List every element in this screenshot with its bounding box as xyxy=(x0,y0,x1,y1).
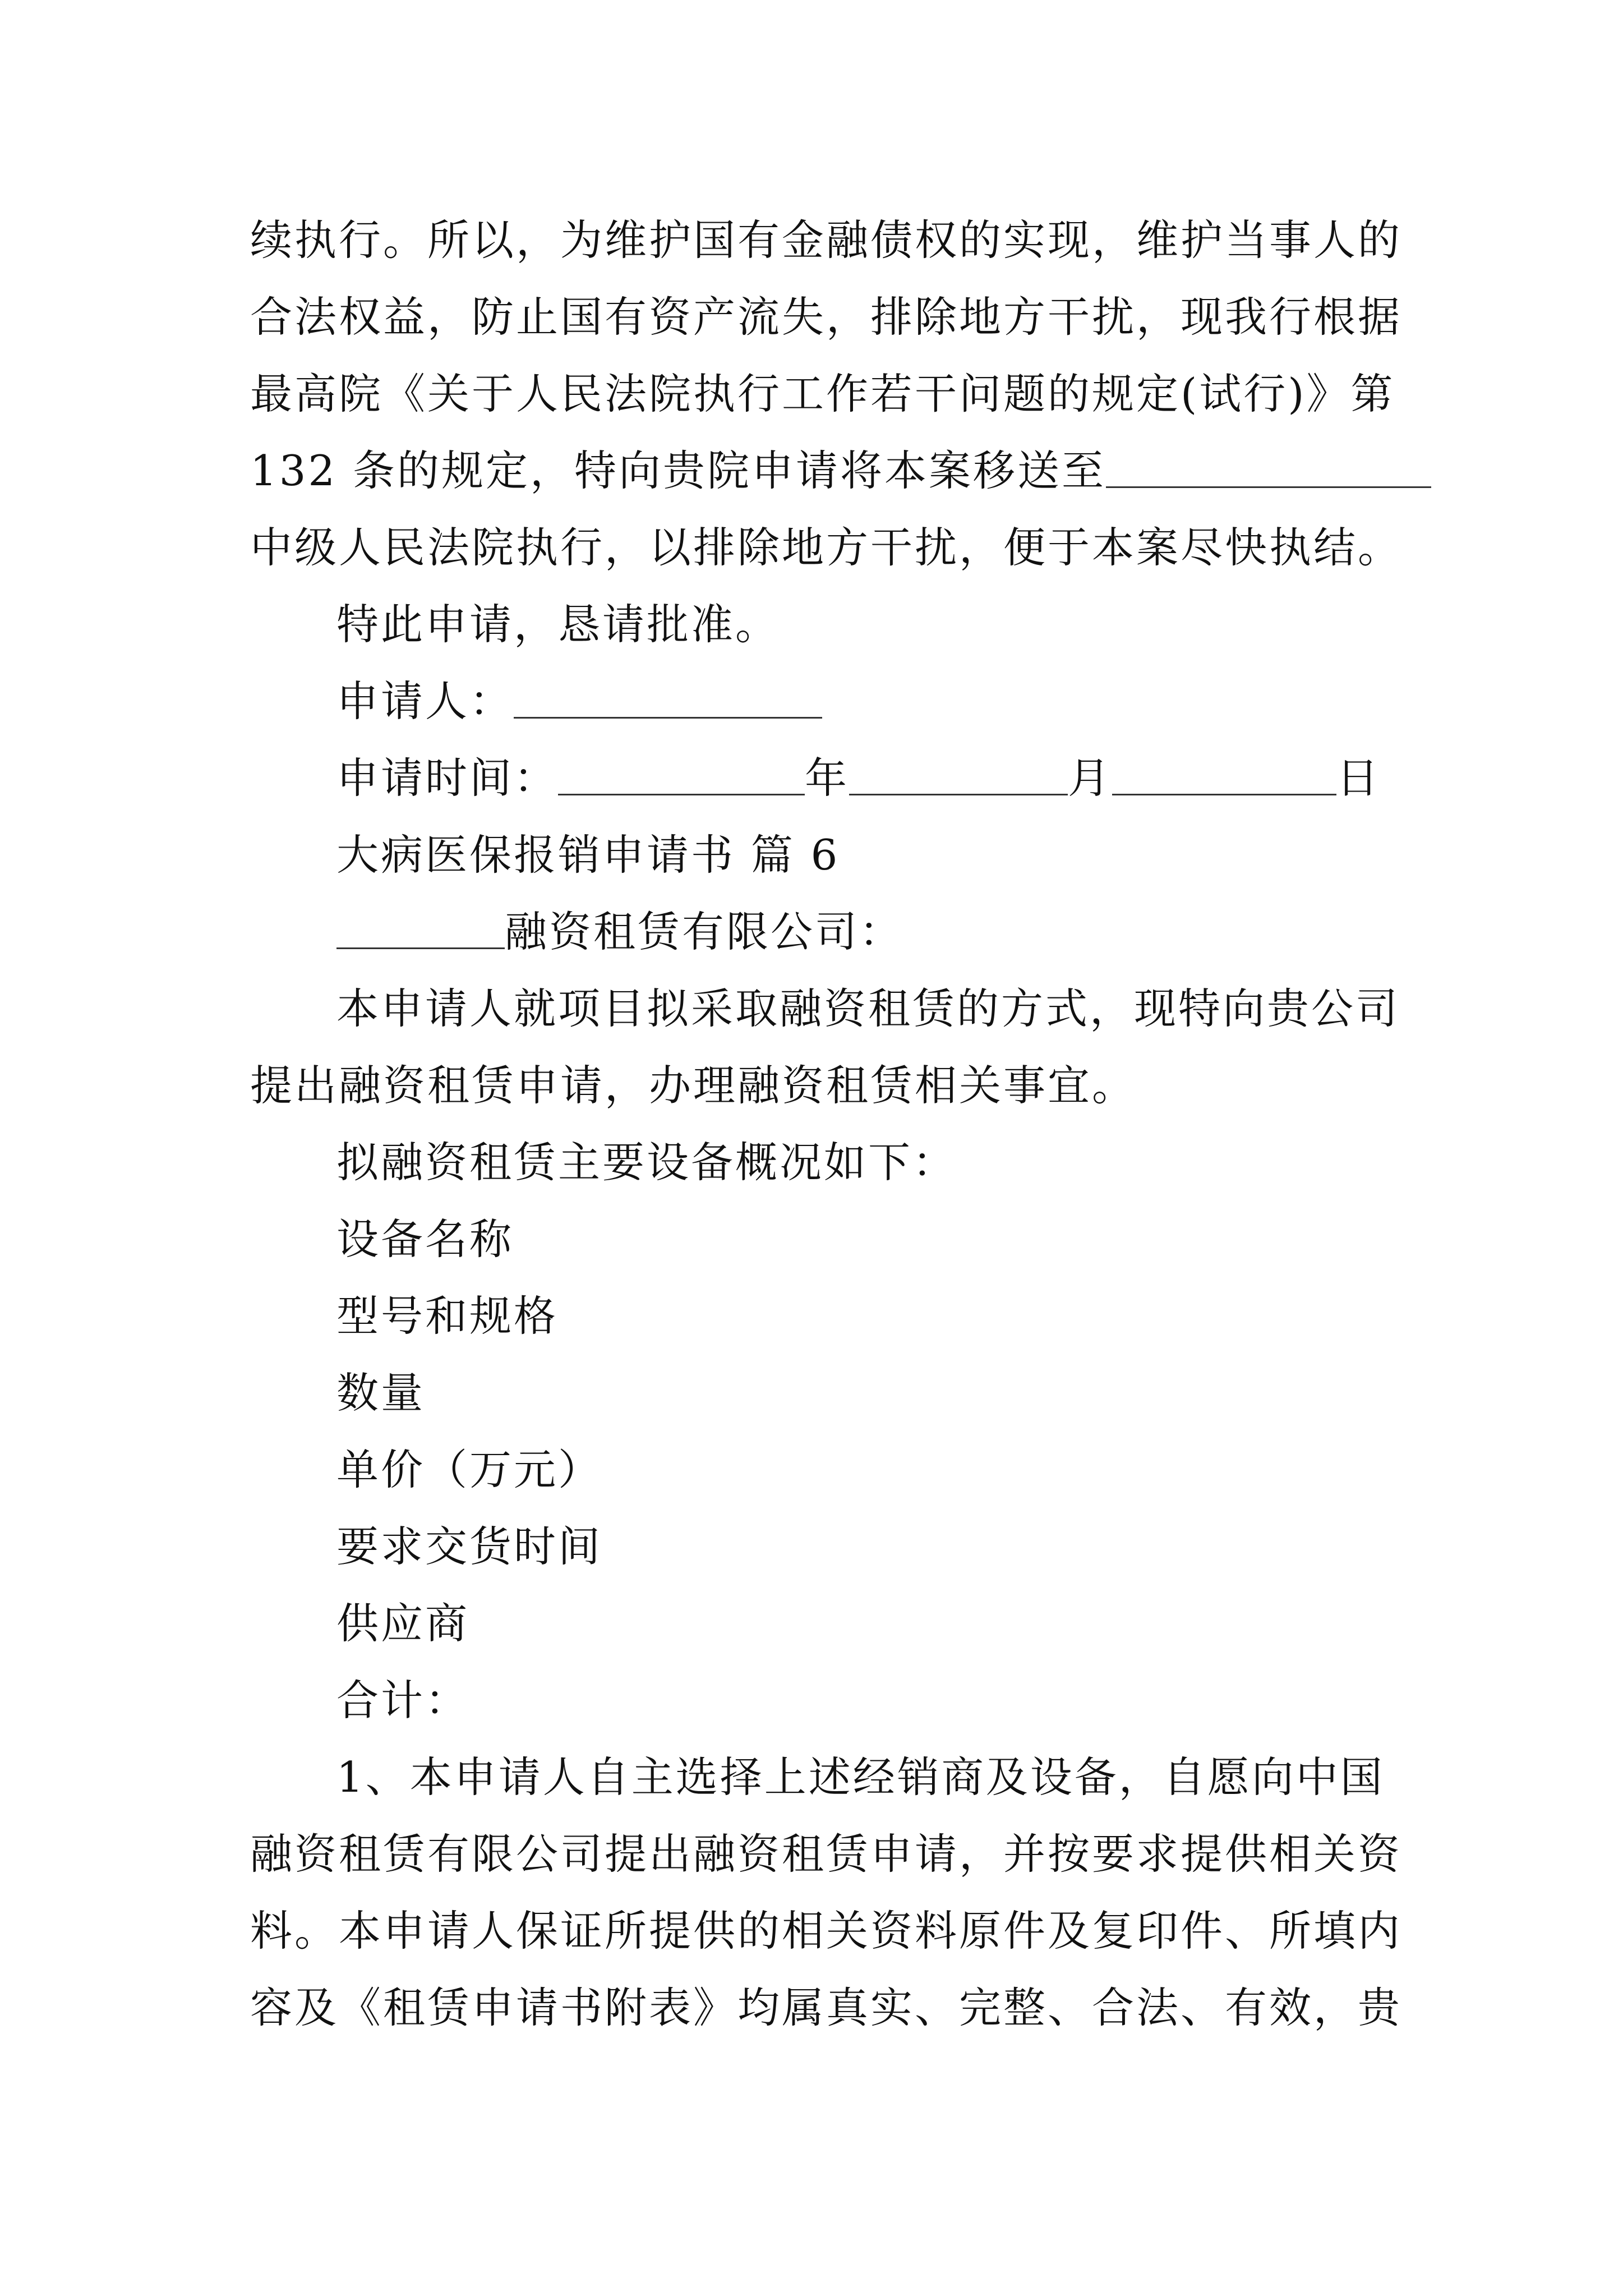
field-supplier: 供应商 xyxy=(336,1599,470,1648)
addressee-label: 融资租赁有限公司： xyxy=(505,907,904,956)
field-total: 合计： xyxy=(336,1676,470,1725)
paragraph-line: 料。本申请人保证所提供的相关资料原件及复印件、所填内 xyxy=(250,1906,1403,1955)
equipment-intro: 拟融资租赁主要设备概况如下： xyxy=(336,1138,957,1187)
day-blank xyxy=(1112,750,1336,795)
paragraph-line: 合法权益，防止国有资产流失，排除地方干扰，现我行根据 xyxy=(250,292,1403,342)
company-name-blank xyxy=(336,904,505,949)
paragraph-line: 1、本申请人自主选择上述经销商及设备，自愿向中国 xyxy=(336,1752,1385,1802)
paragraph-line: 续执行。所以，为维护国有金融债权的实现，维护当事人的 xyxy=(250,215,1403,265)
addressee-line xyxy=(336,904,903,960)
applicant-line xyxy=(336,673,822,729)
month-blank xyxy=(849,750,1068,795)
field-equipment-name: 设备名称 xyxy=(336,1214,514,1264)
field-unit-price: 单价（万元） xyxy=(336,1445,603,1494)
section-heading: 大病医保报销申请书 篇 6 xyxy=(336,830,840,880)
paragraph-text: 132 条的规定，特向贵院申请将本案移送至 xyxy=(250,446,1106,495)
paragraph-line: 容及《租赁申请书附表》均属真实、完整、合法、有效，贵 xyxy=(250,1983,1403,2032)
court-name-blank xyxy=(1106,443,1431,488)
year-label: 年 xyxy=(805,753,850,803)
month-label: 月 xyxy=(1068,753,1113,803)
paragraph-line: 提出融资租赁申请，办理融资租赁相关事宜。 xyxy=(250,1061,1137,1110)
paragraph-line: 最高院《关于人民法院执行工作若干问题的规定(试行)》第 xyxy=(250,369,1395,418)
applicant-blank xyxy=(514,673,822,719)
closing-request: 特此申请，恳请批准。 xyxy=(336,600,780,649)
paragraph-line: 本申请人就项目拟采取融资租赁的方式，现特向贵公司 xyxy=(336,984,1400,1033)
field-delivery-time: 要求交货时间 xyxy=(336,1522,603,1571)
paragraph-line xyxy=(250,443,1431,499)
paragraph-line: 融资租赁有限公司提出融资租赁申请，并按要求提供相关资 xyxy=(250,1829,1403,1879)
application-date-label: 申请时间： xyxy=(336,753,559,803)
field-quantity: 数量 xyxy=(336,1368,426,1418)
field-model-spec: 型号和规格 xyxy=(336,1291,559,1341)
day-label: 日 xyxy=(1336,753,1381,803)
application-date-line xyxy=(336,750,1381,806)
applicant-label: 申请人： xyxy=(336,677,514,726)
year-blank xyxy=(558,750,805,795)
paragraph-line: 中级人民法院执行，以排除地方干扰，便于本案尽快执结。 xyxy=(250,523,1403,572)
